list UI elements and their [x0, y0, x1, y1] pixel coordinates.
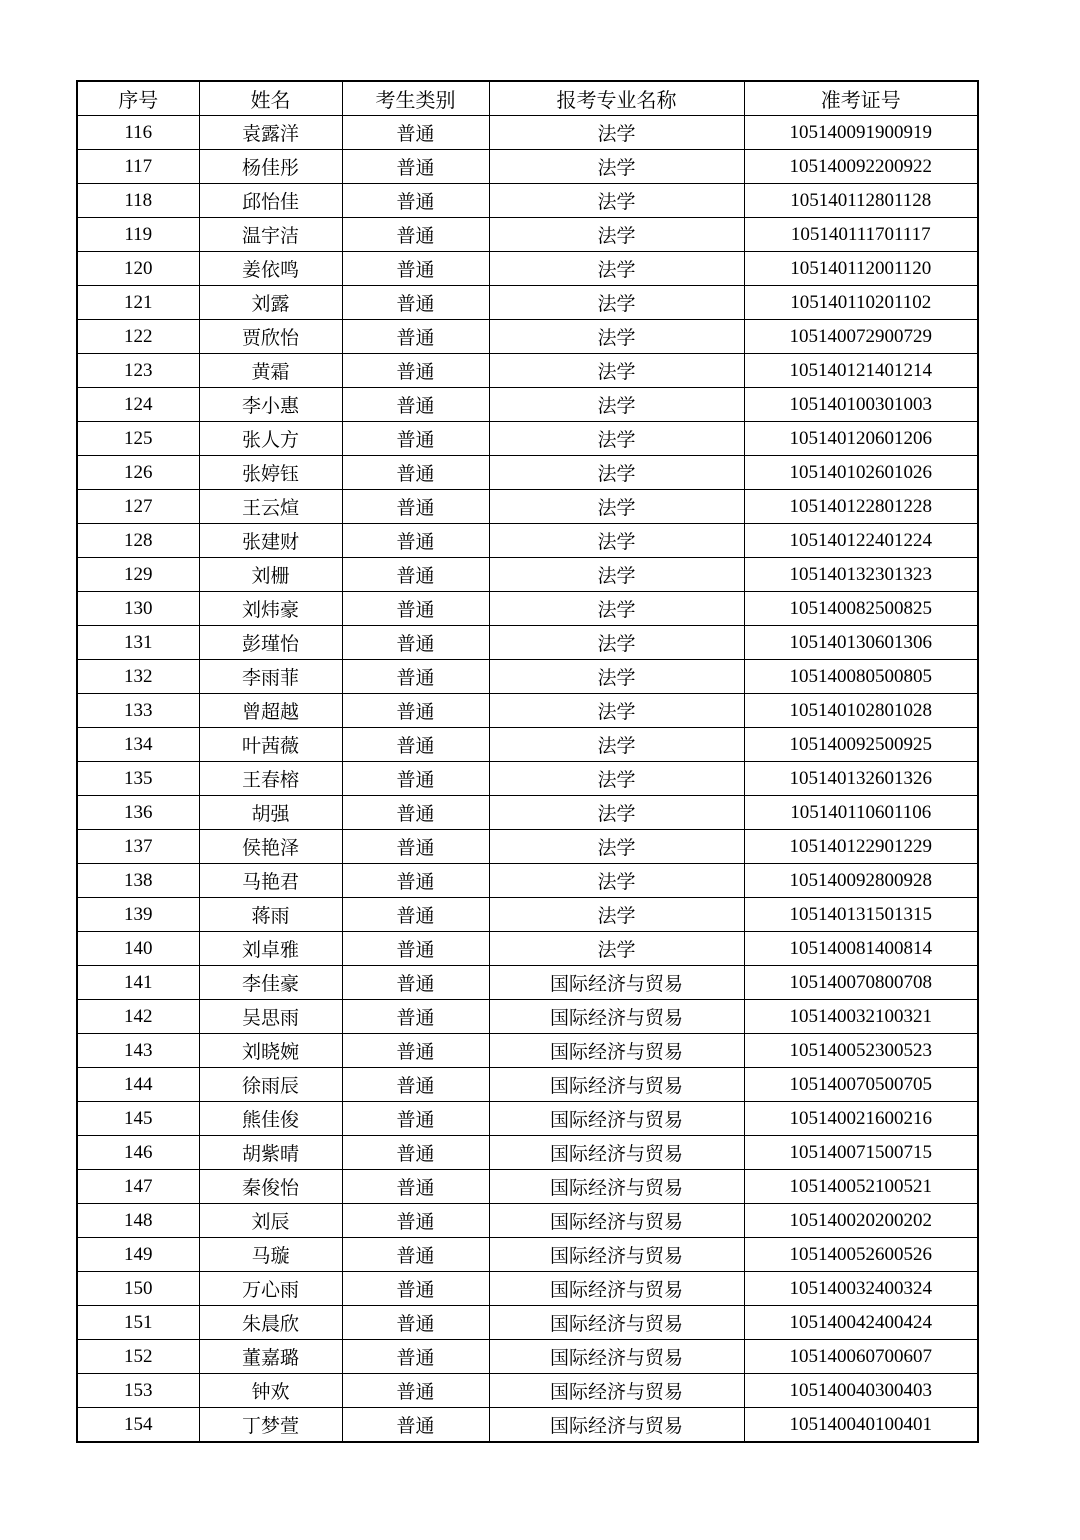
ticket-cell: 105140100301003	[744, 388, 978, 422]
name-cell: 徐雨辰	[199, 1068, 342, 1102]
table-row	[77, 184, 978, 218]
ticket-cell: 105140042400424	[744, 1306, 978, 1340]
header-row	[77, 81, 978, 116]
ticket-cell: 105140102801028	[744, 694, 978, 728]
seq-cell: 147	[77, 1170, 199, 1204]
seq-cell: 145	[77, 1102, 199, 1136]
header-seq: 序号	[77, 81, 199, 116]
ticket-cell: 105140110201102	[744, 286, 978, 320]
candidate-table	[76, 80, 979, 1443]
name-cell: 刘辰	[199, 1204, 342, 1238]
name-cell: 李小惠	[199, 388, 342, 422]
ticket-cell: 105140070500705	[744, 1068, 978, 1102]
major-cell: 法学	[489, 660, 744, 694]
table-row	[77, 218, 978, 252]
major-cell: 法学	[489, 252, 744, 286]
table-row	[77, 388, 978, 422]
category-cell: 普通	[342, 728, 489, 762]
category-cell: 普通	[342, 762, 489, 796]
major-cell: 国际经济与贸易	[489, 1102, 744, 1136]
seq-cell: 140	[77, 932, 199, 966]
category-cell: 普通	[342, 524, 489, 558]
seq-cell: 117	[77, 150, 199, 184]
table-row	[77, 1340, 978, 1374]
major-cell: 法学	[489, 898, 744, 932]
name-cell: 董嘉璐	[199, 1340, 342, 1374]
table-row	[77, 1000, 978, 1034]
ticket-cell: 105140021600216	[744, 1102, 978, 1136]
category-cell: 普通	[342, 184, 489, 218]
ticket-cell: 105140132301323	[744, 558, 978, 592]
category-cell: 普通	[342, 116, 489, 150]
category-cell: 普通	[342, 694, 489, 728]
ticket-cell: 105140121401214	[744, 354, 978, 388]
major-cell: 法学	[489, 524, 744, 558]
category-cell: 普通	[342, 660, 489, 694]
table-row	[77, 796, 978, 830]
header-category: 考生类别	[342, 81, 489, 116]
category-cell: 普通	[342, 1000, 489, 1034]
major-cell: 法学	[489, 218, 744, 252]
table-row	[77, 320, 978, 354]
major-cell: 国际经济与贸易	[489, 1204, 744, 1238]
seq-cell: 124	[77, 388, 199, 422]
seq-cell: 150	[77, 1272, 199, 1306]
major-cell: 国际经济与贸易	[489, 1170, 744, 1204]
seq-cell: 134	[77, 728, 199, 762]
seq-cell: 129	[77, 558, 199, 592]
table-row	[77, 1374, 978, 1408]
ticket-cell: 105140072900729	[744, 320, 978, 354]
major-cell: 法学	[489, 116, 744, 150]
seq-cell: 121	[77, 286, 199, 320]
ticket-cell: 105140111701117	[744, 218, 978, 252]
ticket-cell: 105140070800708	[744, 966, 978, 1000]
table-row	[77, 422, 978, 456]
table-row	[77, 898, 978, 932]
name-cell: 李佳豪	[199, 966, 342, 1000]
table-row	[77, 252, 978, 286]
category-cell: 普通	[342, 1102, 489, 1136]
major-cell: 法学	[489, 728, 744, 762]
table-row	[77, 694, 978, 728]
ticket-cell: 105140092500925	[744, 728, 978, 762]
seq-cell: 146	[77, 1136, 199, 1170]
major-cell: 法学	[489, 592, 744, 626]
ticket-cell: 105140110601106	[744, 796, 978, 830]
table-row	[77, 524, 978, 558]
ticket-cell: 105140122401224	[744, 524, 978, 558]
table-row	[77, 626, 978, 660]
name-cell: 胡紫晴	[199, 1136, 342, 1170]
category-cell: 普通	[342, 1306, 489, 1340]
major-cell: 法学	[489, 864, 744, 898]
table-row	[77, 1170, 978, 1204]
seq-cell: 151	[77, 1306, 199, 1340]
ticket-cell: 105140052300523	[744, 1034, 978, 1068]
major-cell: 国际经济与贸易	[489, 1034, 744, 1068]
seq-cell: 135	[77, 762, 199, 796]
name-cell: 侯艳泽	[199, 830, 342, 864]
seq-cell: 127	[77, 490, 199, 524]
major-cell: 法学	[489, 320, 744, 354]
category-cell: 普通	[342, 1408, 489, 1443]
name-cell: 张婷钰	[199, 456, 342, 490]
table-row	[77, 660, 978, 694]
major-cell: 国际经济与贸易	[489, 1136, 744, 1170]
ticket-cell: 105140122901229	[744, 830, 978, 864]
ticket-cell: 105140020200202	[744, 1204, 978, 1238]
seq-cell: 128	[77, 524, 199, 558]
name-cell: 温宇洁	[199, 218, 342, 252]
document-sheet	[76, 80, 977, 1443]
seq-cell: 139	[77, 898, 199, 932]
ticket-cell: 105140052600526	[744, 1238, 978, 1272]
table-row	[77, 354, 978, 388]
name-cell: 杨佳彤	[199, 150, 342, 184]
name-cell: 刘栅	[199, 558, 342, 592]
name-cell: 曾超越	[199, 694, 342, 728]
table-row	[77, 558, 978, 592]
major-cell: 法学	[489, 626, 744, 660]
major-cell: 法学	[489, 830, 744, 864]
major-cell: 法学	[489, 456, 744, 490]
table-row	[77, 286, 978, 320]
ticket-cell: 105140102601026	[744, 456, 978, 490]
name-cell: 刘露	[199, 286, 342, 320]
table-header	[77, 81, 978, 116]
major-cell: 国际经济与贸易	[489, 1000, 744, 1034]
seq-cell: 137	[77, 830, 199, 864]
ticket-cell: 105140080500805	[744, 660, 978, 694]
category-cell: 普通	[342, 456, 489, 490]
name-cell: 马璇	[199, 1238, 342, 1272]
major-cell: 国际经济与贸易	[489, 1238, 744, 1272]
major-cell: 国际经济与贸易	[489, 1306, 744, 1340]
ticket-cell: 105140081400814	[744, 932, 978, 966]
major-cell: 法学	[489, 184, 744, 218]
name-cell: 王云煊	[199, 490, 342, 524]
category-cell: 普通	[342, 1204, 489, 1238]
table-body	[77, 116, 978, 1443]
ticket-cell: 105140032400324	[744, 1272, 978, 1306]
category-cell: 普通	[342, 286, 489, 320]
major-cell: 法学	[489, 388, 744, 422]
seq-cell: 119	[77, 218, 199, 252]
seq-cell: 132	[77, 660, 199, 694]
seq-cell: 120	[77, 252, 199, 286]
name-cell: 黄霜	[199, 354, 342, 388]
table-row	[77, 1136, 978, 1170]
name-cell: 钟欢	[199, 1374, 342, 1408]
seq-cell: 141	[77, 966, 199, 1000]
table-row	[77, 116, 978, 150]
name-cell: 刘炜豪	[199, 592, 342, 626]
category-cell: 普通	[342, 1238, 489, 1272]
name-cell: 袁露洋	[199, 116, 342, 150]
category-cell: 普通	[342, 864, 489, 898]
seq-cell: 144	[77, 1068, 199, 1102]
category-cell: 普通	[342, 558, 489, 592]
ticket-cell: 105140092800928	[744, 864, 978, 898]
category-cell: 普通	[342, 490, 489, 524]
seq-cell: 123	[77, 354, 199, 388]
category-cell: 普通	[342, 1068, 489, 1102]
ticket-cell: 105140122801228	[744, 490, 978, 524]
table-row	[77, 728, 978, 762]
name-cell: 秦俊怡	[199, 1170, 342, 1204]
category-cell: 普通	[342, 150, 489, 184]
ticket-cell: 105140082500825	[744, 592, 978, 626]
table-row	[77, 830, 978, 864]
name-cell: 蒋雨	[199, 898, 342, 932]
category-cell: 普通	[342, 1170, 489, 1204]
category-cell: 普通	[342, 354, 489, 388]
name-cell: 刘卓雅	[199, 932, 342, 966]
table-row	[77, 1034, 978, 1068]
table-row	[77, 1306, 978, 1340]
category-cell: 普通	[342, 422, 489, 456]
major-cell: 国际经济与贸易	[489, 1374, 744, 1408]
seq-cell: 133	[77, 694, 199, 728]
name-cell: 邱怡佳	[199, 184, 342, 218]
ticket-cell: 105140040300403	[744, 1374, 978, 1408]
table-row	[77, 864, 978, 898]
name-cell: 胡强	[199, 796, 342, 830]
seq-cell: 143	[77, 1034, 199, 1068]
table-row	[77, 762, 978, 796]
seq-cell: 149	[77, 1238, 199, 1272]
ticket-cell: 105140071500715	[744, 1136, 978, 1170]
major-cell: 法学	[489, 932, 744, 966]
name-cell: 贾欣怡	[199, 320, 342, 354]
ticket-cell: 105140060700607	[744, 1340, 978, 1374]
name-cell: 丁梦萱	[199, 1408, 342, 1443]
category-cell: 普通	[342, 1136, 489, 1170]
major-cell: 法学	[489, 150, 744, 184]
major-cell: 国际经济与贸易	[489, 1272, 744, 1306]
major-cell: 法学	[489, 490, 744, 524]
header-ticket: 准考证号	[744, 81, 978, 116]
name-cell: 姜依鸣	[199, 252, 342, 286]
seq-cell: 126	[77, 456, 199, 490]
seq-cell: 152	[77, 1340, 199, 1374]
seq-cell: 136	[77, 796, 199, 830]
category-cell: 普通	[342, 932, 489, 966]
name-cell: 张建财	[199, 524, 342, 558]
table-row	[77, 1408, 978, 1443]
table-row	[77, 1204, 978, 1238]
table-row	[77, 1272, 978, 1306]
category-cell: 普通	[342, 626, 489, 660]
table-row	[77, 592, 978, 626]
major-cell: 法学	[489, 558, 744, 592]
major-cell: 法学	[489, 762, 744, 796]
table-row	[77, 490, 978, 524]
seq-cell: 138	[77, 864, 199, 898]
major-cell: 国际经济与贸易	[489, 966, 744, 1000]
category-cell: 普通	[342, 1374, 489, 1408]
category-cell: 普通	[342, 320, 489, 354]
major-cell: 国际经济与贸易	[489, 1068, 744, 1102]
category-cell: 普通	[342, 252, 489, 286]
category-cell: 普通	[342, 898, 489, 932]
seq-cell: 148	[77, 1204, 199, 1238]
seq-cell: 131	[77, 626, 199, 660]
table-row	[77, 966, 978, 1000]
category-cell: 普通	[342, 1340, 489, 1374]
seq-cell: 154	[77, 1408, 199, 1443]
seq-cell: 116	[77, 116, 199, 150]
name-cell: 吴思雨	[199, 1000, 342, 1034]
seq-cell: 142	[77, 1000, 199, 1034]
ticket-cell: 105140131501315	[744, 898, 978, 932]
major-cell: 法学	[489, 694, 744, 728]
major-cell: 法学	[489, 796, 744, 830]
category-cell: 普通	[342, 218, 489, 252]
name-cell: 王春榕	[199, 762, 342, 796]
name-cell: 朱晨欣	[199, 1306, 342, 1340]
category-cell: 普通	[342, 966, 489, 1000]
category-cell: 普通	[342, 1272, 489, 1306]
category-cell: 普通	[342, 388, 489, 422]
name-cell: 熊佳俊	[199, 1102, 342, 1136]
seq-cell: 118	[77, 184, 199, 218]
major-cell: 法学	[489, 354, 744, 388]
table-row	[77, 1102, 978, 1136]
category-cell: 普通	[342, 1034, 489, 1068]
table-row	[77, 1238, 978, 1272]
seq-cell: 153	[77, 1374, 199, 1408]
name-cell: 张人方	[199, 422, 342, 456]
name-cell: 叶茜薇	[199, 728, 342, 762]
ticket-cell: 105140120601206	[744, 422, 978, 456]
category-cell: 普通	[342, 796, 489, 830]
major-cell: 国际经济与贸易	[489, 1408, 744, 1443]
ticket-cell: 105140040100401	[744, 1408, 978, 1443]
ticket-cell: 105140091900919	[744, 116, 978, 150]
ticket-cell: 105140092200922	[744, 150, 978, 184]
name-cell: 万心雨	[199, 1272, 342, 1306]
name-cell: 刘晓婉	[199, 1034, 342, 1068]
ticket-cell: 105140132601326	[744, 762, 978, 796]
seq-cell: 130	[77, 592, 199, 626]
seq-cell: 122	[77, 320, 199, 354]
ticket-cell: 105140052100521	[744, 1170, 978, 1204]
category-cell: 普通	[342, 592, 489, 626]
header-major: 报考专业名称	[489, 81, 744, 116]
ticket-cell: 105140032100321	[744, 1000, 978, 1034]
major-cell: 国际经济与贸易	[489, 1340, 744, 1374]
name-cell: 彭瑾怡	[199, 626, 342, 660]
ticket-cell: 105140130601306	[744, 626, 978, 660]
table-row	[77, 1068, 978, 1102]
ticket-cell: 105140112001120	[744, 252, 978, 286]
name-cell: 马艳君	[199, 864, 342, 898]
header-name: 姓名	[199, 81, 342, 116]
category-cell: 普通	[342, 830, 489, 864]
table-row	[77, 932, 978, 966]
major-cell: 法学	[489, 286, 744, 320]
seq-cell: 125	[77, 422, 199, 456]
major-cell: 法学	[489, 422, 744, 456]
name-cell: 李雨菲	[199, 660, 342, 694]
table-row	[77, 150, 978, 184]
ticket-cell: 105140112801128	[744, 184, 978, 218]
table-row	[77, 456, 978, 490]
